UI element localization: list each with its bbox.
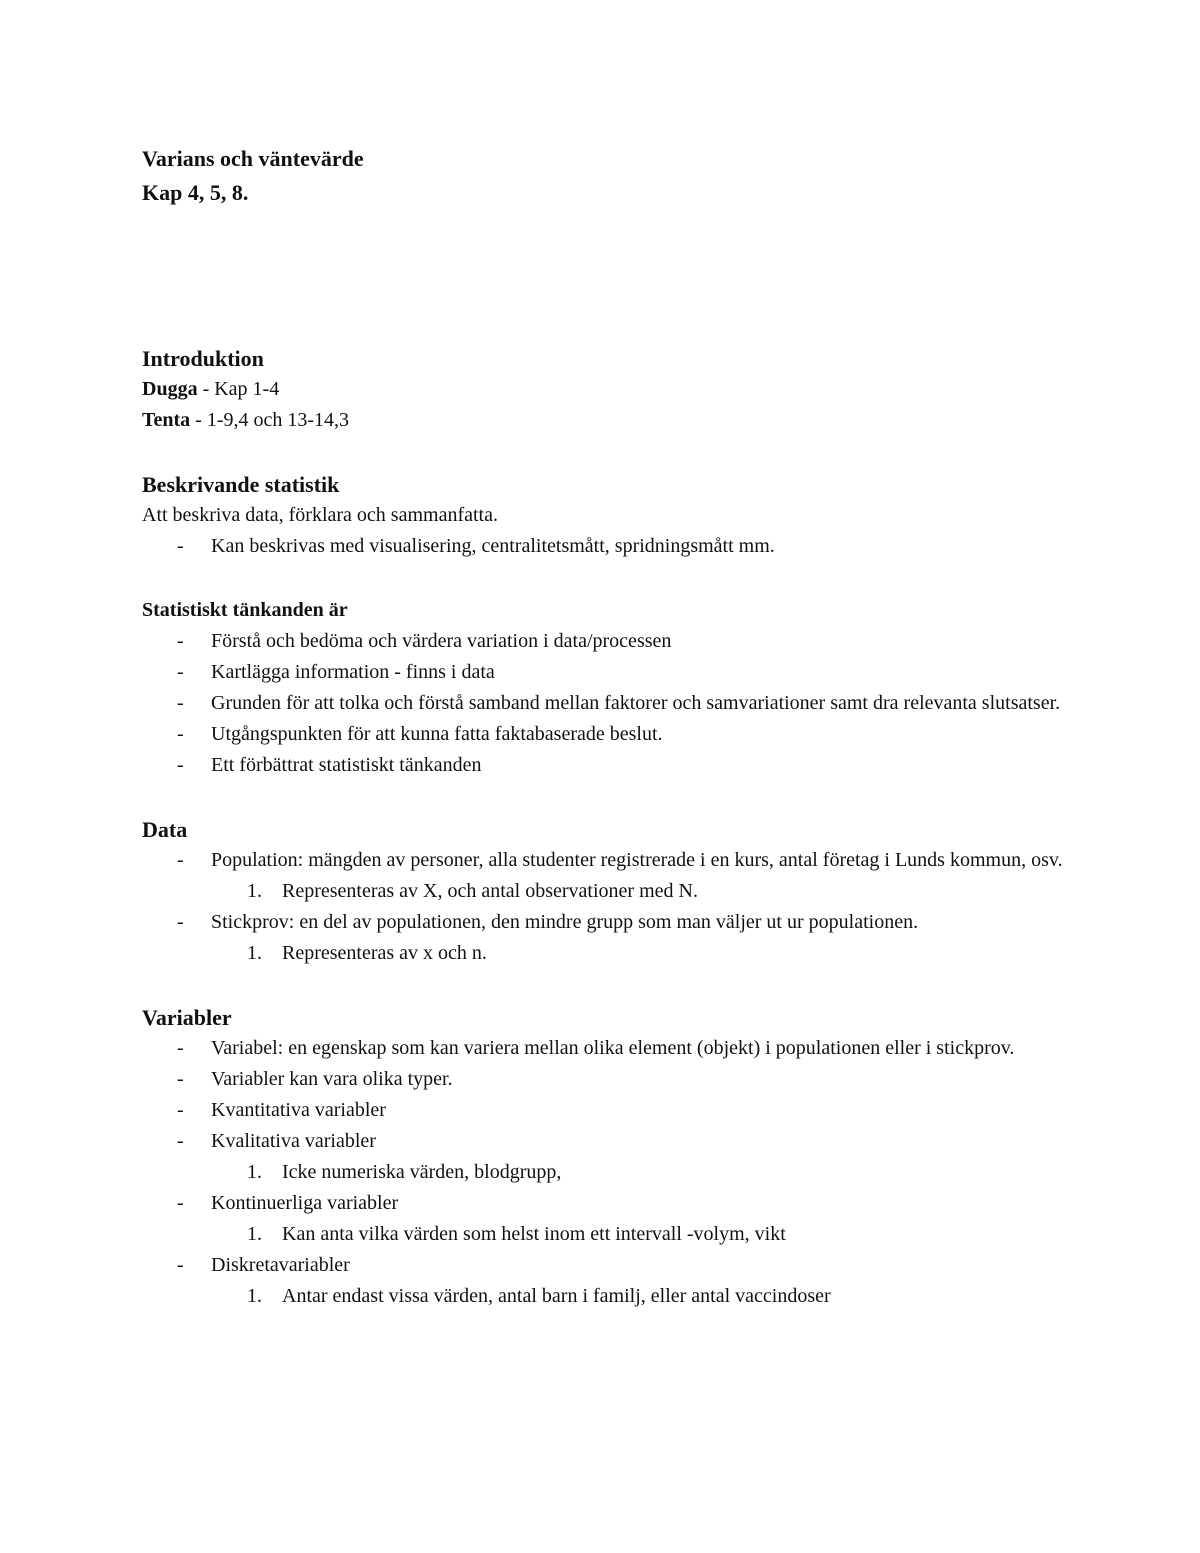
numbered-item: 1. Icke numeriska värden, blodgrupp, [142,1157,1072,1188]
dugga-text: - Kap 1-4 [197,378,280,400]
heading-data: Data [142,817,188,842]
list-item: - Ett förbättrat statistiskt tänkanden [142,750,1072,781]
title-line-2: Kap 4, 5, 8. [142,180,249,205]
heading-statistiskt-tankande: Statistiskt tänkanden är [142,599,348,621]
number-marker: 1. [247,880,262,902]
list-item: - Stickprov: en del av populationen, den mindre grupp som man väljer ut ur populationen. [142,907,1072,938]
tenta-line [142,405,1072,436]
list-item: - Variabler kan vara olika typer. [142,1064,1072,1095]
tenta-label: Tenta [142,409,191,431]
tenta-text: - 1-9,4 och 13-14,3 [190,409,350,431]
list-item: - Kvantitativa variabler [142,1095,1072,1126]
list-item: - Förstå och bedöma och värdera variation i data/processen [142,626,1072,657]
numbered-item: 1. Antar endast vissa värden, antal barn i familj, eller antal vaccindoser [142,1281,1072,1312]
numbered-item: 1. Representeras av x och n. [142,938,1072,969]
number-marker: 1. [247,1161,262,1183]
numbered-item: 1. Representeras av X, och antal observationer med N. [142,876,1072,907]
list-item: - Grunden för att tolka och förstå samband mellan faktorer och samvariationer samt dra relevanta slutsatser. [142,688,1072,719]
list-item: - Diskretavariabler [142,1250,1072,1281]
dash-marker: - [177,723,184,745]
list-item: - Utgångspunkten för att kunna fatta faktabaserade beslut. [142,719,1072,750]
list-item: - Population: mängden av personer, alla studenter registrerade i en kurs, antal företag i Lunds kommun, osv. [142,845,1072,876]
dash-marker: - [177,1068,184,1090]
heading-variabler: Variabler [142,1005,232,1030]
document-body [142,343,1072,1312]
heading-beskrivande-statistik: Beskrivande statistik [142,472,340,497]
dash-marker: - [177,1037,184,1059]
number-marker: 1. [247,1285,262,1307]
heading-introduktion: Introduktion [142,346,264,371]
dash-marker: - [177,911,184,933]
dash-marker: - [177,1130,184,1152]
dash-marker: - [177,1192,184,1214]
number-marker: 1. [247,942,262,964]
beskrivande-intro: Att beskriva data, förklara och sammanfatta. [142,504,498,526]
title-line-1: Varians och väntevärde [142,146,364,171]
list-item: - Variabel: en egenskap som kan variera mellan olika element (objekt) i populationen eller i stickprov. [142,1033,1072,1064]
dugga-label: Dugga [142,378,198,400]
dugga-line [142,374,1072,405]
dash-marker: - [177,754,184,776]
document-title [142,142,364,210]
dash-marker: - [177,1254,184,1276]
list-item: - Kontinuerliga variabler [142,1188,1072,1219]
list-item: - Kartlägga information - finns i data [142,657,1072,688]
list-item: - Kvalitativa variabler [142,1126,1072,1157]
dash-marker: - [177,630,184,652]
dash-marker: - [177,849,184,871]
dash-marker: - [177,1099,184,1121]
list-item: - Kan beskrivas med visualisering, centralitetsmått, spridningsmått mm. [142,531,1072,562]
dash-marker: - [177,692,184,714]
number-marker: 1. [247,1223,262,1245]
dash-marker: - [177,535,184,557]
numbered-item: 1. Kan anta vilka värden som helst inom ett intervall -volym, vikt [142,1219,1072,1250]
dash-marker: - [177,661,184,683]
